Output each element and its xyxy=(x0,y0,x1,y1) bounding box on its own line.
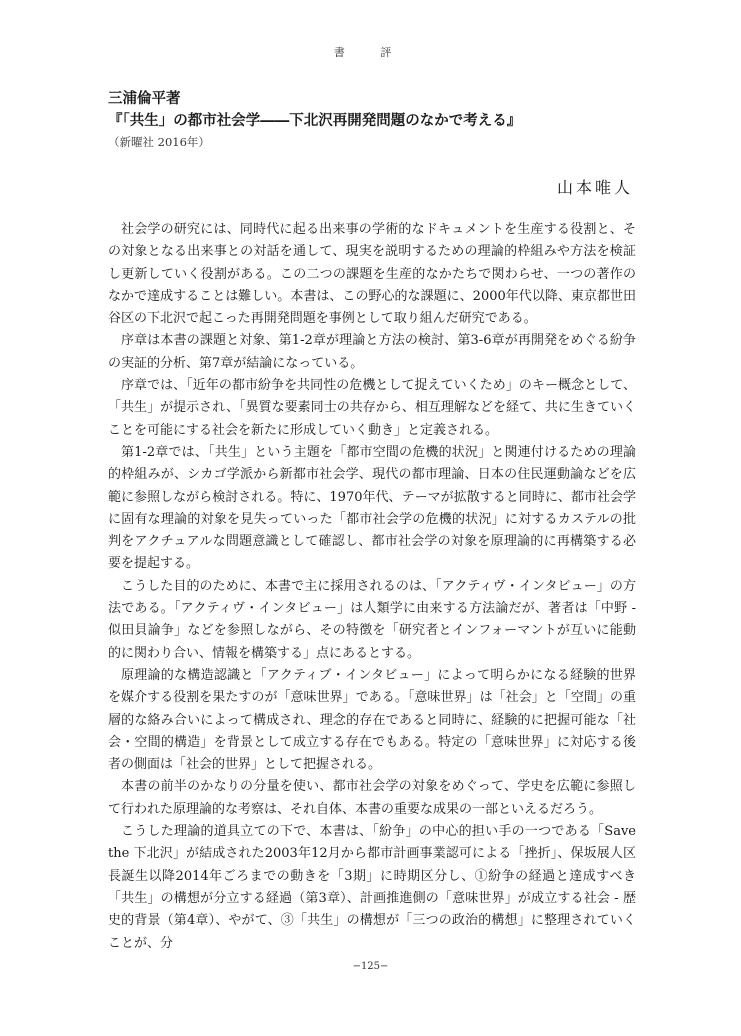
body-paragraph: こうした理論的道具立ての下で、本書は、「紛争」の中心的担い手の一つである「Save the 下北沢」が結成された2003年12月から都市計画事業認可による「挫折」、保坂展人区長誕生以降2014年ごろまでの動きを「3期」に時期区分し、①紛争の経過と達成すべき「共生」の構想が分立する経過（第3章）、計画推進側の「意味世界」が成立する社会 - 歴史的背景（第4章）、やがて、③「共生」の構想が「三つの政治的構想」に整理されていくことが、分 xyxy=(108,824,636,951)
book-info xyxy=(108,88,648,152)
review-body xyxy=(108,219,636,955)
body-paragraph: 序章は本書の課題と対象、第1-2章が理論と方法の検討、第3-6章が再開発をめぐる紛争の実証的分析、第7章が結論になっている。 xyxy=(108,333,636,371)
book-title: 『「共生」の都市社会学――下北沢再開発問題のなかで考える』 xyxy=(108,112,522,129)
body-paragraph: 本書の前半のかなりの分量を使い、都市社会学の対象をめぐって、学史を広範に参照して行われた原理論的な考察は、それ自体、本書の重要な成果の一部といえるだろう。 xyxy=(108,779,636,817)
body-paragraph: 社会学の研究には、同時代に起る出来事の学術的なドキュメントを生産する役割と、その対象となる出来事との対話を通して、現実を説明するための理論的枠組みや方法を検証し更新していく役割がある。この二つの課題を生産的なかたちで関わらせ、一つの著作のなかで達成することは難しい。本書は、この野心的な課題に、2000年代以降、東京都世田谷区の下北沢で起こった再開発問題を事例として取り組んだ研究である。 xyxy=(108,222,636,327)
body-paragraph: 原理論的な構造認識と「アクティブ・インタビュー」によって明らかになる経験的世界を媒介する役割を果たすのが「意味世界」である。「意味世界」は「社会」と「空間」の重層的な絡み合いによって構成され、理念的存在であると同時に、経験的に把握可能な「社会・空間的構造」を背景として成立する存在でもある。特定の「意味世界」に対応する後者の側面は「社会的世界」として把握される。 xyxy=(108,667,636,773)
body-paragraph: こうした目的のために、本書で主に採用されるのは、「アクティヴ・インタビュー」の方法である。「アクティヴ・インタビュー」は人類学に由来する方法論だが、著者は「中野 - 似田貝論争」などを参照しながら、その特徴を「研究者とインフォーマントが互いに能動的に関わり合い、情報を構築する」点にあるとする。 xyxy=(108,578,636,661)
section-header: 書 評 xyxy=(333,46,408,59)
body-paragraph: 第1-2章では、「共生」という主題を「都市空間の危機的状況」と関連付けるための理論的枠組みが、シカゴ学派から新都市社会学、現代の都市理論、日本の住民運動論などを広範に参照しながら検討される。特に、1970年代、テーマが拡散すると同時に、都市社会学に固有な理論的対象を見失っていった「都市社会学の危機的状況」に対するカステルの批判をアクチュアルな問題意識として確認し、都市社会学の対象を原理論的に再構築する必要を提起する。 xyxy=(108,444,636,572)
reviewer-name: 山本唯人 xyxy=(556,178,633,197)
body-paragraph: 序章では、「近年の都市紛争を共同性の危機として捉えていくため」のキー概念として、「共生」が提示され、「異質な要素同士の共存から、相互理解などを経て、共に生きていくことを可能にする社会を新たに形成していく動き」と定義される。 xyxy=(108,378,636,438)
book-author: 三浦倫平著 xyxy=(108,90,181,107)
page-number: −125− xyxy=(352,961,389,972)
book-publisher: （新曜社 2016年） xyxy=(108,135,210,149)
